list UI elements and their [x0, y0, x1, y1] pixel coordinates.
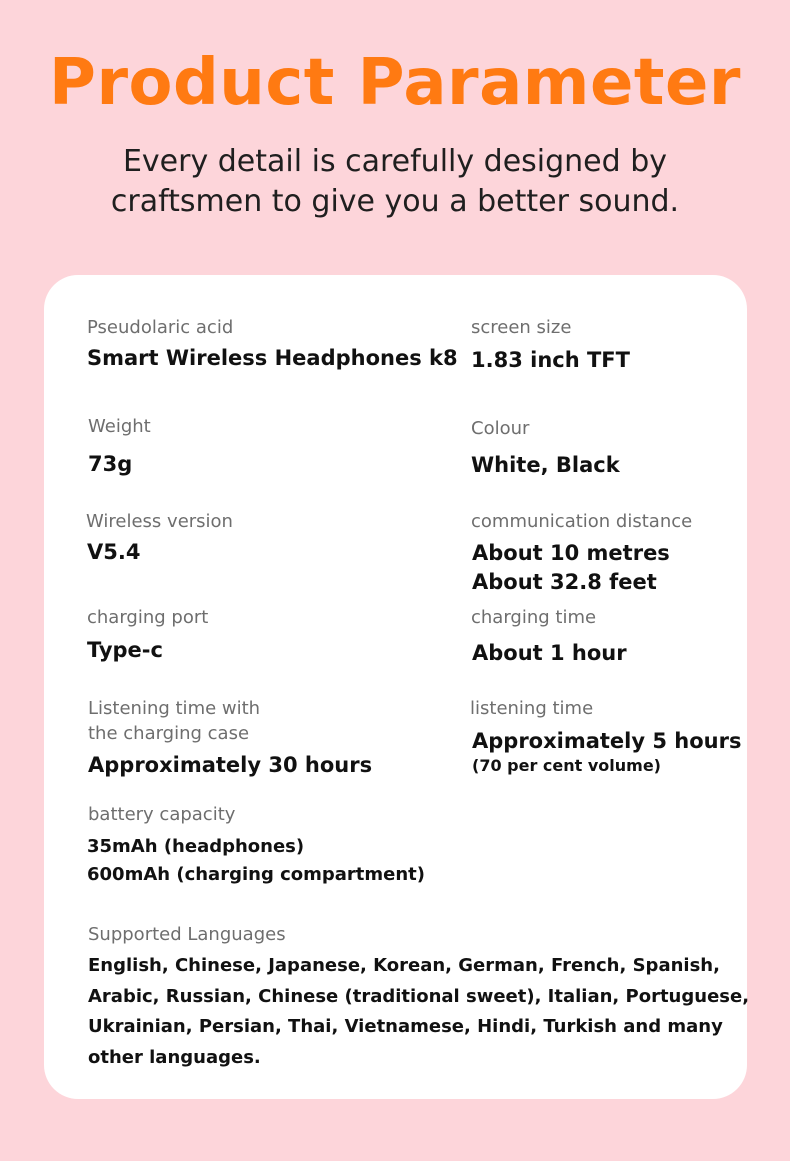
- listening-time-label: listening time: [470, 698, 594, 719]
- distance-value-feet: About 32.8 feet: [472, 570, 657, 594]
- languages-line: Arabic, Russian, Chinese (traditional sweet), Italian, Portuguese,: [88, 985, 750, 1007]
- charging-time-value: About 1 hour: [472, 641, 627, 665]
- colour-value: White, Black: [471, 453, 620, 477]
- weight-value: 73g: [88, 452, 133, 476]
- supported-languages-list: [88, 951, 750, 1073]
- wireless-version-label: Wireless version: [86, 511, 233, 532]
- charging-port-label: charging port: [87, 607, 209, 628]
- subtitle-line-1: Every detail is carefully designed by: [122, 144, 668, 179]
- listening-time-note: (70 per cent volume): [472, 756, 661, 775]
- battery-capacity-label: battery capacity: [88, 804, 236, 825]
- parameter-card: [44, 275, 750, 1099]
- charging-time-label: charging time: [471, 607, 597, 628]
- supported-languages-label: Supported Languages: [88, 924, 286, 945]
- distance-label: communication distance: [471, 511, 693, 532]
- case-listening-label-line-1: Listening time with: [88, 698, 261, 719]
- page-subtitle: [0, 142, 790, 222]
- screen-size-label: screen size: [471, 317, 572, 338]
- distance-value-metres: About 10 metres: [472, 541, 670, 565]
- screen-size-value: 1.83 inch TFT: [471, 348, 630, 372]
- languages-line: other languages.: [88, 1046, 261, 1068]
- battery-headphones-value: 35mAh (headphones): [87, 836, 305, 857]
- languages-line: English, Chinese, Japanese, Korean, German, French, Spanish,: [88, 955, 720, 976]
- listening-time-value: Approximately 5 hours: [472, 729, 742, 753]
- charging-port-value: Type-c: [87, 638, 163, 662]
- page-title: Product Parameter: [49, 46, 741, 120]
- wireless-version-value: V5.4: [87, 540, 141, 564]
- colour-label: Colour: [471, 418, 530, 439]
- product-name-value: Smart Wireless Headphones k8: [87, 346, 458, 370]
- product-name-label: Pseudolaric acid: [87, 317, 234, 338]
- weight-label: Weight: [88, 416, 151, 437]
- languages-line: Ukrainian, Persian, Thai, Vietnamese, Hindi, Turkish and many: [88, 1016, 723, 1037]
- case-listening-value: Approximately 30 hours: [88, 753, 373, 777]
- battery-compartment-value: 600mAh (charging compartment): [87, 864, 426, 885]
- case-listening-label-line-2: the charging case: [88, 723, 250, 744]
- subtitle-line-2: craftsmen to give you a better sound.: [110, 184, 680, 219]
